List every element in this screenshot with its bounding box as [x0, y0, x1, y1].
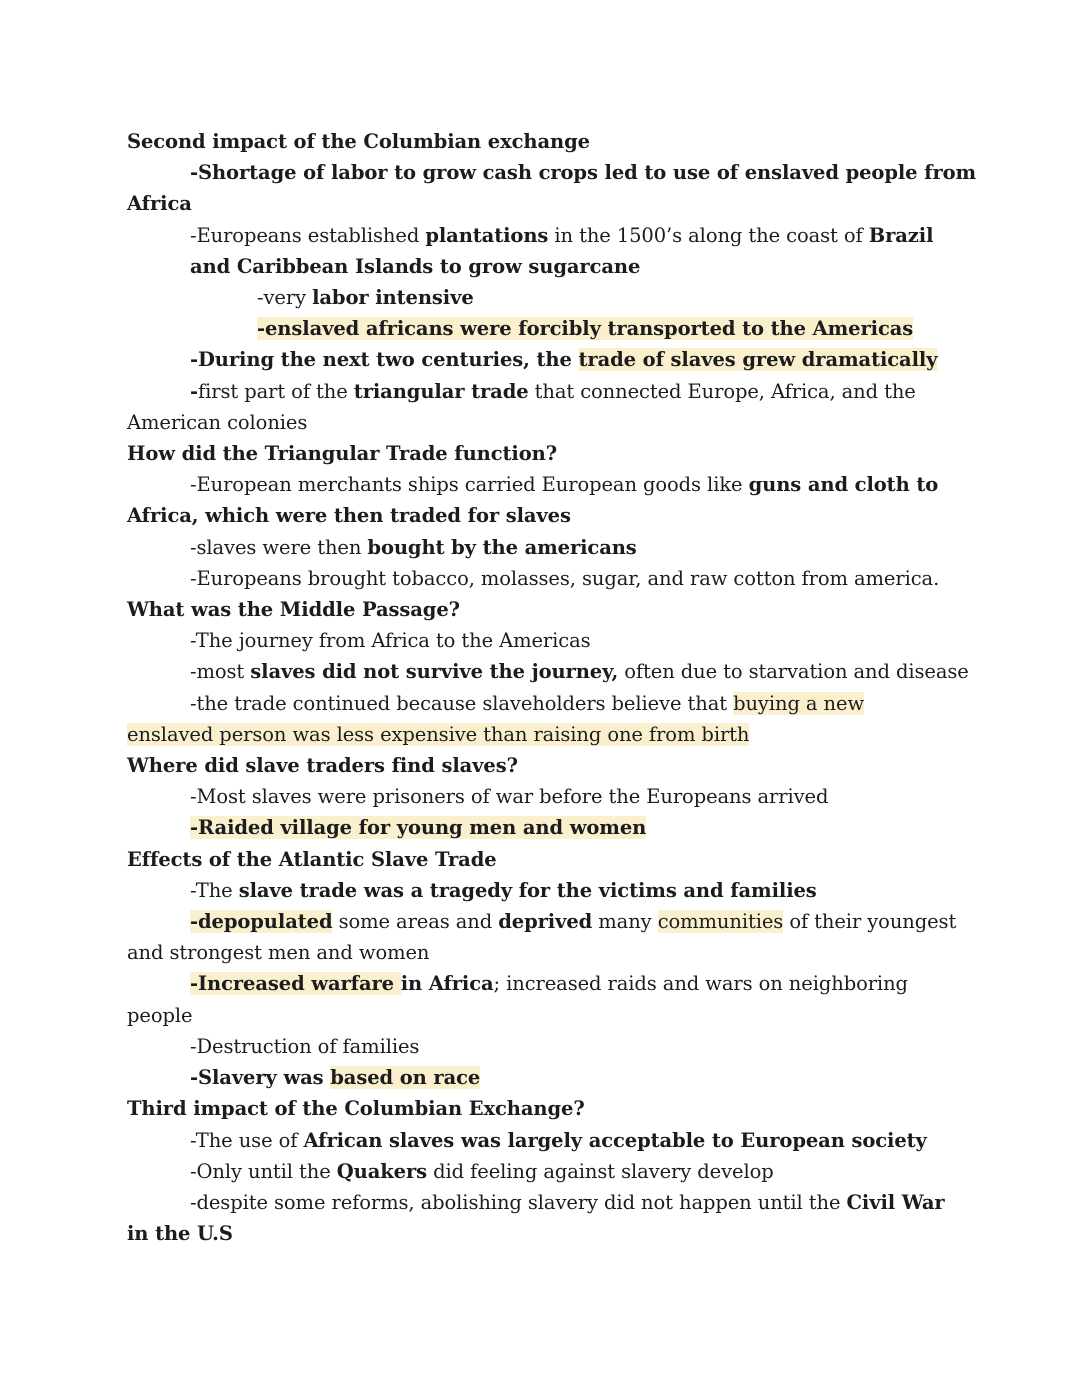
text-span: some areas and — [332, 910, 499, 934]
text-span: -Most slaves were prisoners of war before the Europeans arrived — [190, 785, 829, 809]
text-span: deprived — [498, 910, 593, 934]
text-line — [190, 875, 990, 906]
text-span: often due to starvation and disease — [618, 660, 969, 684]
text-span: many — [592, 910, 658, 934]
text-line — [190, 1187, 990, 1218]
text-line — [257, 282, 990, 313]
text-span: Second impact of the Columbian exchange — [127, 130, 590, 153]
text-line — [190, 376, 990, 407]
text-line — [257, 313, 990, 344]
text-span: -despite some reforms, abolishing slavery did not happen until the — [190, 1190, 847, 1214]
text-line — [127, 500, 990, 531]
text-span: ; increased raids and wars on neighboring — [493, 972, 908, 996]
text-span: -Destruction of families — [190, 1034, 420, 1058]
text-span: triangular trade — [353, 379, 529, 403]
text-span: -Shortage of labor to grow cash crops led to use of enslaved people from — [190, 161, 977, 185]
text-span: in Africa — [400, 972, 494, 996]
text-line — [190, 625, 990, 656]
highlighted-text-span: -depopulated — [190, 910, 333, 934]
text-line — [190, 656, 990, 687]
text-line — [190, 906, 990, 937]
text-line — [190, 563, 990, 594]
text-span: bought by the americans — [367, 535, 637, 559]
text-line — [127, 719, 990, 750]
text-line — [127, 844, 990, 875]
text-span: did feeling against slavery develop — [427, 1159, 774, 1183]
text-line — [190, 469, 990, 500]
text-line — [127, 1000, 990, 1031]
text-line — [190, 344, 990, 375]
text-span: African slaves was largely acceptable to European society — [303, 1128, 927, 1152]
highlighted-text-span: based on race — [330, 1066, 481, 1090]
text-span: and strongest men and women — [127, 941, 430, 965]
text-span: -most — [190, 660, 251, 684]
text-line — [190, 251, 990, 282]
text-span: in the U.S — [127, 1222, 233, 1246]
text-span: What was the Middle Passage? — [127, 598, 460, 622]
text-line — [190, 1125, 990, 1156]
text-span: slaves did not survive the journey, — [250, 660, 619, 684]
text-span: labor intensive — [312, 286, 474, 310]
text-span: -Slavery was — [190, 1066, 331, 1090]
text-line — [190, 812, 990, 843]
text-span: -Europeans brought tobacco, molasses, sugar, and raw cotton from america. — [190, 566, 940, 590]
text-span: Third impact of the Columbian Exchange? — [127, 1097, 585, 1121]
text-span: Brazil — [868, 223, 934, 247]
text-span: Effects of the Atlantic Slave Trade — [127, 847, 497, 871]
text-line — [127, 126, 990, 157]
text-line — [190, 688, 990, 719]
highlighted-text-span: trade of slaves grew dramatically — [578, 348, 938, 372]
text-span: Civil War — [846, 1190, 945, 1214]
highlighted-text-span: buying a new — [733, 691, 865, 715]
text-span: people — [127, 1003, 193, 1027]
text-span: - — [190, 379, 198, 403]
text-line — [127, 407, 990, 438]
text-span: Africa, which were then traded for slaves — [127, 504, 571, 528]
highlighted-text-span: -enslaved africans were forcibly transported to the Americas — [257, 317, 914, 341]
text-span: -the trade continued because slaveholders believe that — [190, 691, 734, 715]
text-line — [190, 968, 990, 999]
text-span: of their youngest — [783, 910, 957, 934]
text-span: -slaves were then — [190, 535, 368, 559]
text-span: plantations — [425, 223, 549, 247]
text-line — [127, 1093, 990, 1124]
text-line — [127, 188, 990, 219]
text-line — [190, 1031, 990, 1062]
text-span: Africa — [127, 192, 192, 216]
text-span: that connected Europe, Africa, and the — [528, 379, 916, 403]
text-span: -European merchants ships carried European goods like — [190, 473, 749, 497]
text-span: -The use of — [190, 1128, 304, 1152]
text-span: guns and cloth to — [748, 473, 939, 497]
text-span: -very — [257, 286, 313, 310]
text-line — [190, 1156, 990, 1187]
text-span: Where did slave traders find slaves? — [127, 754, 518, 778]
text-span: -The — [190, 878, 239, 902]
text-span: -Europeans established — [190, 223, 426, 247]
highlighted-text-span: enslaved person was less expensive than raising one from birth — [127, 722, 750, 746]
text-span: in the 1500’s along the coast of — [548, 223, 869, 247]
text-line — [190, 157, 990, 188]
text-span: -The journey from Africa to the Americas — [190, 629, 591, 653]
text-span: first part of the — [198, 379, 354, 403]
text-span: -During the next two centuries, the — [190, 348, 579, 372]
text-line — [190, 220, 990, 251]
text-line — [190, 532, 990, 563]
highlighted-text-span: -Increased warfare — [190, 972, 401, 996]
document-content — [127, 126, 990, 1249]
text-line — [127, 438, 990, 469]
text-span: -Only until the — [190, 1159, 337, 1183]
text-line — [190, 1062, 990, 1093]
text-span: and Caribbean Islands to grow sugarcane — [190, 254, 641, 278]
text-line — [190, 781, 990, 812]
text-span: American colonies — [127, 410, 308, 434]
text-line — [127, 750, 990, 781]
text-line — [127, 594, 990, 625]
highlighted-text-span: communities — [657, 910, 784, 934]
text-line — [127, 937, 990, 968]
text-line — [127, 1218, 990, 1249]
text-span: Quakers — [336, 1159, 428, 1183]
text-span: slave trade was a tragedy for the victims and families — [238, 878, 817, 902]
text-span: How did the Triangular Trade function? — [127, 442, 558, 466]
highlighted-text-span: -Raided village for young men and women — [190, 816, 647, 840]
